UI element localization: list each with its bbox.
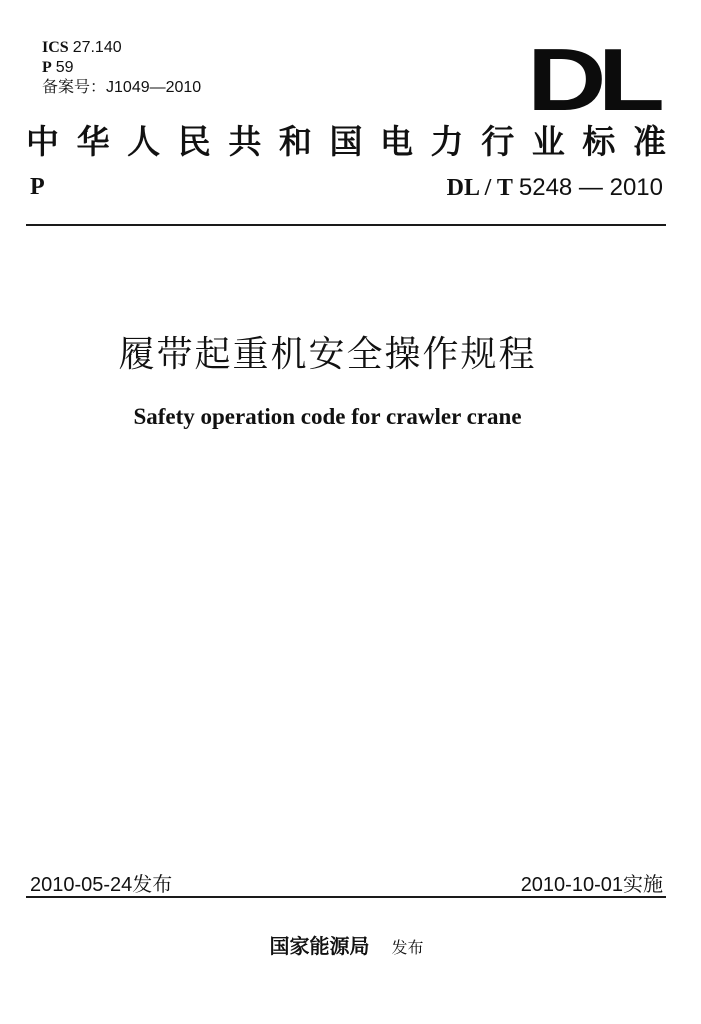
ics-number: 27.140 (72, 39, 122, 56)
heading-char: 电 (380, 122, 414, 161)
heading-char: 华 (76, 122, 110, 161)
heading-char: 业 (531, 122, 565, 161)
heading-char: 准 (632, 122, 666, 161)
category-code: P (30, 174, 45, 200)
heading-char: 力 (430, 122, 464, 161)
heading-char: 人 (127, 122, 161, 161)
document-title-english: Safety operation code for crawler crane (133, 404, 522, 429)
heading-char: 国 (329, 122, 363, 161)
industry-standard-heading (26, 124, 666, 160)
record-label: 备案号： (42, 79, 107, 96)
classification-number: 59 (55, 59, 74, 76)
record-number (42, 78, 201, 98)
heading-char: 中 (26, 122, 59, 161)
issue-date: 2010-05-24发布 (30, 874, 173, 896)
classification-code (42, 58, 201, 78)
heading-char: 标 (582, 122, 616, 161)
standard-number-value: 5248 — 2010 (518, 174, 663, 201)
publisher-action: 发布 (391, 938, 424, 957)
top-divider (26, 224, 666, 226)
heading-char: 民 (177, 122, 211, 161)
record-number-value: J1049—2010 (106, 79, 202, 96)
publisher-agency: 国家能源局 (269, 934, 370, 958)
heading-char: 行 (481, 122, 515, 161)
standard-prefix: DL / T (446, 175, 513, 201)
standard-number (447, 174, 663, 202)
implementation-date: 2010-10-01实施 (520, 874, 663, 896)
ics-label: ICS (42, 39, 69, 56)
heading-char: 和 (278, 122, 312, 161)
classification-label: P (42, 59, 52, 76)
ics-code (42, 38, 201, 58)
document-metadata (42, 38, 201, 98)
publisher-line (0, 930, 701, 959)
bottom-divider (26, 896, 666, 898)
document-title-chinese: 履带起重机安全操作规程 (118, 334, 537, 375)
heading-char: 共 (228, 122, 262, 161)
dl-logo: DL (527, 30, 657, 129)
